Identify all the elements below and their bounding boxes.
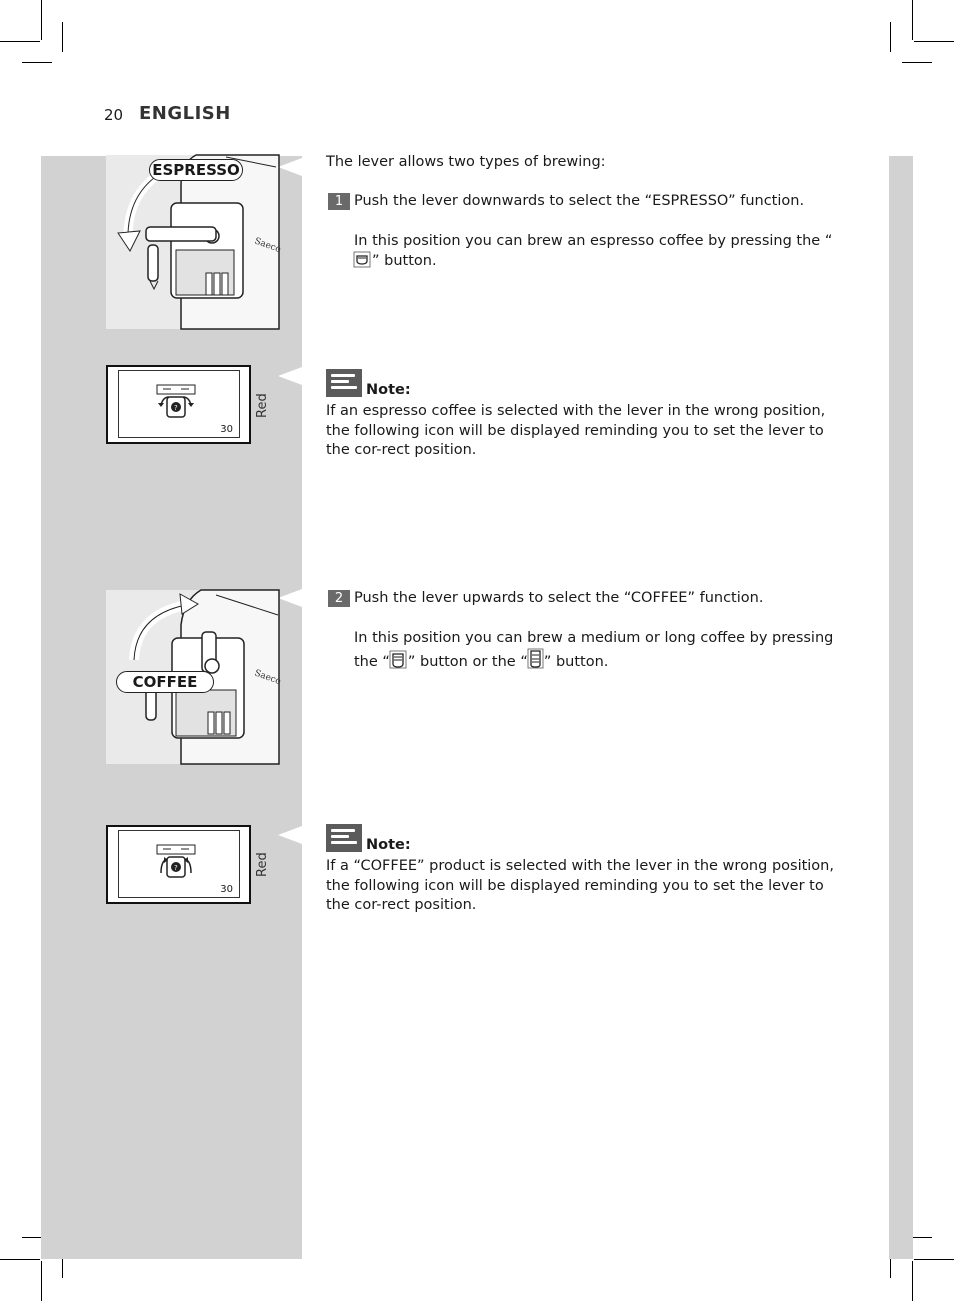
espresso-lever-illustration	[106, 155, 283, 329]
display-screen	[118, 830, 240, 898]
callout-pointer	[278, 589, 302, 607]
note-label: Note:	[366, 837, 411, 853]
step-2-detail-end: ” button.	[543, 653, 609, 670]
callout-pointer	[278, 826, 302, 844]
display-color-label: Red	[255, 393, 270, 418]
crop-mark	[0, 41, 40, 42]
note-label: Note:	[366, 382, 411, 398]
page-number: 20	[104, 106, 124, 124]
step-2-detail-middle: ” button or the “	[407, 653, 528, 670]
svg-text:Saeco: Saeco	[252, 236, 283, 256]
crop-mark	[41, 0, 42, 40]
svg-text:?: ?	[174, 864, 178, 872]
display-screen	[118, 370, 240, 438]
step-1-detail-end: ” button.	[372, 252, 437, 269]
step-number-badge: 2	[328, 590, 350, 607]
step-number-badge: 1	[328, 193, 350, 210]
crop-mark	[0, 1259, 40, 1260]
lever-warning-display	[106, 825, 251, 904]
crop-mark	[62, 22, 63, 52]
espresso-cup-icon	[354, 252, 372, 268]
coffee-machine-icon	[106, 155, 283, 329]
note-1-text: If an espresso coffee is selected with the lever in the wrong position, the following icon will be displayed reminding you to set the lever to the cor-rect position.	[326, 403, 826, 458]
step-2-detail-start: In this position you can brew a medium or long coffee by pressing the “	[354, 630, 834, 670]
note-2-text: If a “COFFEE” product is selected with the lever in the wrong position, the following icon will be displayed reminding you to set the lever to the cor-rect position.	[326, 858, 834, 913]
svg-text:?: ?	[174, 404, 178, 412]
note-icon	[326, 824, 362, 852]
long-coffee-cup-icon	[528, 649, 544, 669]
step-1-detail-start: In this position you can brew an espresso coffee by pressing the “	[354, 233, 833, 249]
crop-mark	[914, 1259, 954, 1260]
display-color-label: Red	[255, 852, 270, 877]
crop-mark	[914, 41, 954, 42]
crop-mark	[902, 62, 932, 63]
lever-position-icon	[155, 843, 197, 883]
medium-coffee-cup-icon	[390, 651, 408, 669]
crop-mark	[890, 22, 891, 52]
lever-warning-display	[106, 365, 251, 444]
callout-pointer	[278, 158, 302, 176]
callout-pointer	[278, 367, 302, 385]
step-1-text: Push the lever downwards to select the “ESPRESSO” function.	[354, 193, 805, 209]
note-icon	[326, 369, 362, 397]
lever-position-icon	[155, 383, 197, 423]
section-title: ENGLISH	[139, 103, 231, 124]
crop-mark	[912, 1261, 913, 1301]
step-2-text: Push the lever upwards to select the “COFFEE” function.	[354, 590, 764, 606]
intro-text: The lever allows two types of brewing:	[326, 154, 606, 170]
coffee-label: COFFEE	[116, 671, 214, 693]
coffee-lever-illustration	[106, 590, 283, 764]
crop-mark	[22, 62, 52, 63]
step-2-detail	[354, 629, 844, 672]
crop-mark	[912, 0, 913, 40]
espresso-label: ESPRESSO	[149, 159, 243, 181]
crop-mark	[41, 1261, 42, 1301]
display-number: 30	[220, 424, 233, 435]
step-1-detail	[354, 232, 844, 271]
display-number: 30	[220, 884, 233, 895]
right-margin-band	[889, 156, 913, 1259]
svg-text:Saeco: Saeco	[252, 668, 283, 688]
